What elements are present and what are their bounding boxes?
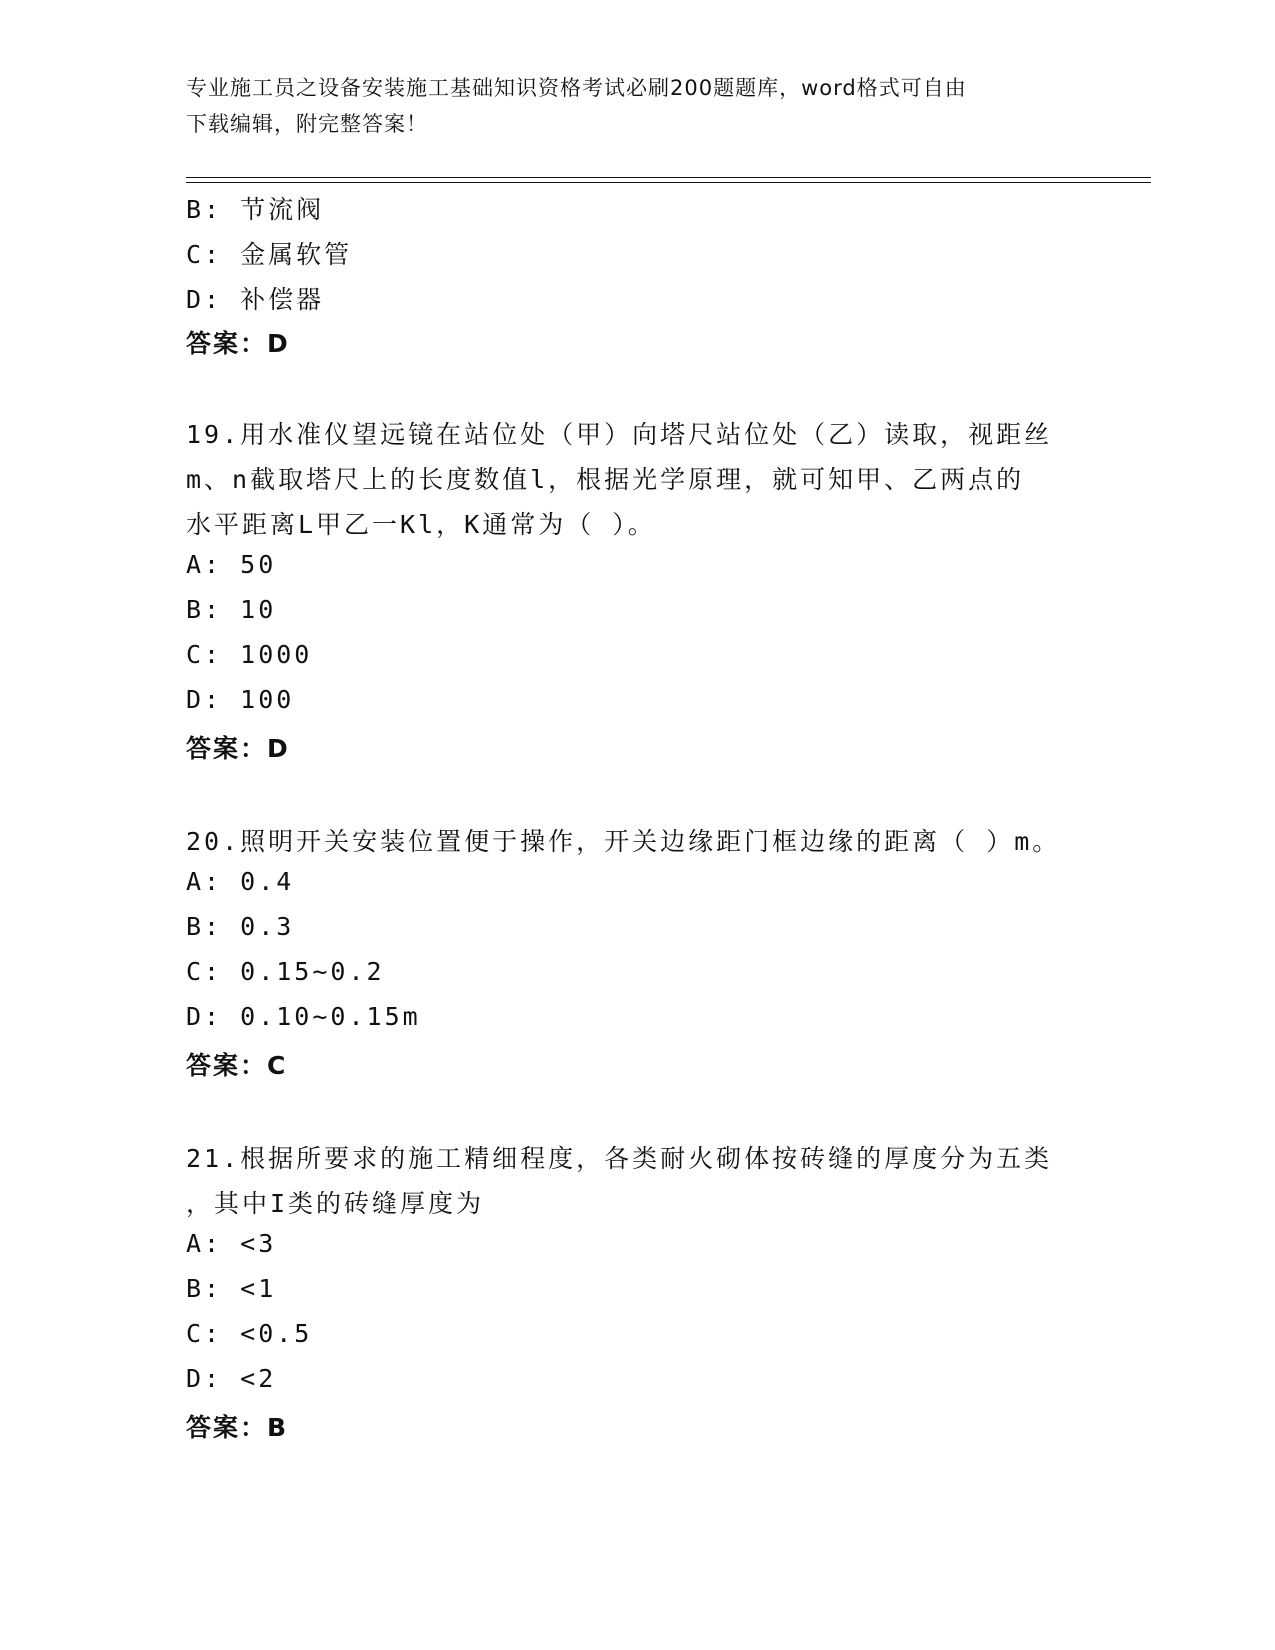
page-header (186, 70, 1086, 142)
q21-option-a: A: <3 (186, 1229, 277, 1258)
q21-stem-line-1: 21.根据所要求的施工精细程度，各类耐火砌体按砖缝的厚度分为五类 (186, 1144, 1053, 1173)
q18-option-c: C: 金属软管 (186, 240, 353, 269)
q20-stem-line-1: 20.照明开关安装位置便于操作，开关边缘距门框边缘的距离（ ）m。 (186, 827, 1061, 856)
header-rule-top (186, 177, 1151, 178)
q19-stem-line-3: 水平距离L甲乙一Kl，K通常为（ ）。 (186, 510, 656, 539)
q18-option-d: D: 补偿器 (186, 285, 325, 314)
header-rule-bottom (186, 182, 1151, 183)
q21-answer: 答案：B (186, 1413, 289, 1442)
q21-option-b: B: <1 (186, 1274, 277, 1303)
q19-stem-line-2: m、n截取塔尺上的长度数值l，根据光学原理，就可知甲、乙两点的 (186, 465, 1025, 494)
q19-stem-line-1: 19.用水准仪望远镜在站位处（甲）向塔尺站位处（乙）读取，视距丝 (186, 420, 1053, 449)
q20-option-c: C: 0.15~0.2 (186, 957, 385, 986)
q20-option-d: D: 0.10~0.15m (186, 1002, 421, 1031)
q19-answer: 答案：D (186, 734, 290, 763)
q20-option-b: B: 0.3 (186, 912, 295, 941)
q19-option-b: B: 10 (186, 595, 277, 624)
q21-option-d: D: <2 (186, 1364, 277, 1393)
header-line-2: 下载编辑，附完整答案！ (186, 112, 428, 136)
q19-option-c: C: 1000 (186, 640, 313, 669)
q19-option-d: D: 100 (186, 685, 295, 714)
header-line-1: 专业施工员之设备安装施工基础知识资格考试必刷200题题库，word格式可自由 (186, 76, 967, 100)
q18-option-b: B: 节流阀 (186, 195, 325, 224)
q18-answer: 答案：D (186, 329, 290, 358)
q21-stem-line-2: ，其中I类的砖缝厚度为 (186, 1189, 485, 1218)
q20-answer: 答案：C (186, 1051, 288, 1080)
q19-option-a: A: 50 (186, 550, 277, 579)
q21-option-c: C: <0.5 (186, 1319, 313, 1348)
q20-option-a: A: 0.4 (186, 867, 295, 896)
